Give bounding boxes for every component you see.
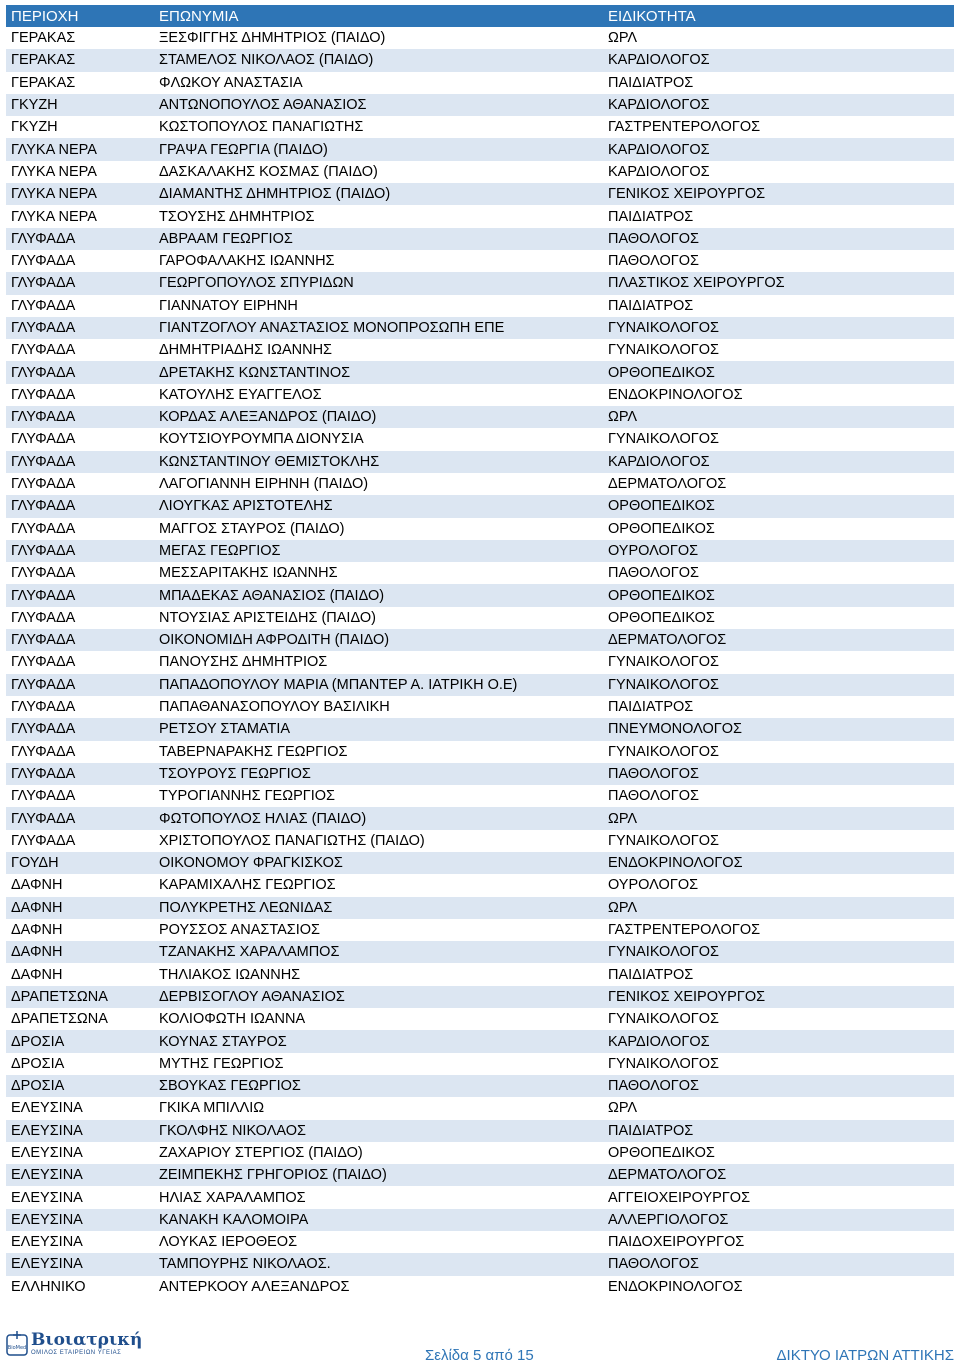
cell-area: ΓΛΥΦΑΔΑ [11, 788, 76, 805]
cell-specialty: ΟΡΘΟΠΕΔΙΚΟΣ [608, 498, 715, 515]
cell-name: ΚΩΣΤΟΠΟΥΛΟΣ ΠΑΝΑΓΙΩΤΗΣ [159, 119, 364, 136]
cell-specialty: ΓΕΝΙΚΟΣ ΧΕΙΡΟΥΡΓΟΣ [608, 988, 766, 1005]
table-row [6, 518, 954, 540]
cell-area: ΔΡΑΠΕΤΣΩΝΑ [11, 988, 108, 1005]
table-row [6, 1209, 954, 1231]
cell-name: ΚΩΝΣΤΑΝΤΙΝΟΥ ΘΕΜΙΣΤΟΚΛΗΣ [159, 453, 380, 470]
cell-area: ΕΛΕΥΣΙΝΑ [11, 1256, 83, 1273]
cell-specialty: ΓΥΝΑΙΚΟΛΟΓΟΣ [608, 431, 719, 448]
cell-name: ΚΑΤΟΥΛΗΣ ΕΥΑΓΓΕΛΟΣ [159, 386, 322, 403]
table-row [6, 562, 954, 584]
cell-specialty: ΕΝΔΟΚΡΙΝΟΛΟΓΟΣ [608, 386, 743, 403]
table-row [6, 183, 954, 205]
cell-name: ΗΛΙΑΣ ΧΑΡΑΛΑΜΠΟΣ [159, 1189, 306, 1206]
table-row [6, 317, 954, 339]
table-row [6, 1186, 954, 1208]
cell-specialty: ΠΑΙΔΙΑΤΡΟΣ [608, 699, 694, 716]
cell-specialty: ΚΑΡΔΙΟΛΟΓΟΣ [608, 453, 710, 470]
table-row [6, 963, 954, 985]
cell-specialty: ΠΑΙΔΙΑΤΡΟΣ [608, 74, 694, 91]
cell-specialty: ΓΥΝΑΙΚΟΛΟΓΟΣ [608, 654, 719, 671]
cell-specialty: ΠΑΙΔΟΧΕΙΡΟΥΡΓΟΣ [608, 1234, 745, 1251]
cell-area: ΕΛΕΥΣΙΝΑ [11, 1211, 83, 1228]
cell-area: ΓΟΥΔΗ [11, 855, 59, 872]
cell-specialty: ΟΥΡΟΛΟΓΟΣ [608, 877, 699, 894]
table-row [6, 1276, 954, 1298]
header-area: ΠΕΡΙΟΧΗ [11, 7, 79, 25]
cell-area: ΓΚΥΖΗ [11, 119, 58, 136]
cell-name: ΚΟΥΝΑΣ ΣΤΑΥΡΟΣ [159, 1033, 287, 1050]
cell-name: ΓΕΩΡΓΟΠΟΥΛΟΣ ΣΠΥΡΙΔΩΝ [159, 275, 354, 292]
cell-name: ΚΑΡΑΜΙΧΑΛΗΣ ΓΕΩΡΓΙΟΣ [159, 877, 336, 894]
table-row [6, 1030, 954, 1052]
cell-name: ΤΑΒΕΡΝΑΡΑΚΗΣ ΓΕΩΡΓΙΟΣ [159, 743, 348, 760]
cell-area: ΓΚΥΖΗ [11, 97, 58, 114]
cell-area: ΓΛΥΦΑΔΑ [11, 320, 76, 336]
cell-area: ΔΡΟΣΙΑ [11, 1055, 65, 1072]
cell-specialty: ΠΑΘΟΛΟΓΟΣ [608, 230, 700, 247]
cell-name: ΑΝΤΕΡΚΟΟΥ ΑΛΕΞΑΝΔΡΟΣ [159, 1278, 350, 1295]
cell-area: ΓΛΥΦΑΔΑ [11, 632, 76, 649]
table-row [6, 986, 954, 1008]
table-header [6, 5, 954, 27]
cell-area: ΓΛΥΦΑΔΑ [11, 542, 76, 559]
cell-specialty: ΠΑΙΔΙΑΤΡΟΣ [608, 1122, 694, 1139]
cell-area: ΓΛΥΦΑΔΑ [11, 476, 76, 493]
cell-name: ΤΖΑΝΑΚΗΣ ΧΑΡΑΛΑΜΠΟΣ [159, 944, 340, 961]
cell-name: ΓΙΑΝΝΑΤΟΥ ΕΙΡΗΝΗ [159, 297, 298, 314]
table-row [6, 629, 954, 651]
cell-area: ΓΛΥΦΑΔΑ [11, 253, 76, 270]
cell-name: ΖΕΙΜΠΕΚΗΣ ΓΡΗΓΟΡΙΟΣ (ΠΑΙΔΟ) [159, 1167, 387, 1184]
table-row [6, 718, 954, 740]
cell-area: ΓΛΥΦΑΔΑ [11, 498, 76, 515]
table-row [6, 852, 954, 874]
cell-area: ΔΑΦΝΗ [11, 899, 63, 916]
cell-area: ΓΛΥΦΑΔΑ [11, 342, 76, 359]
cell-name: ΓΡΑΨΑ ΓΕΩΡΓΙΑ (ΠΑΙΔΟ) [159, 141, 328, 158]
cell-name: ΤΣΟΥΣΗΣ ΔΗΜΗΤΡΙΟΣ [159, 208, 315, 225]
cell-specialty: ΩΡΛ [608, 899, 638, 916]
cell-name: ΡΟΥΣΣΟΣ ΑΝΑΣΤΑΣΙΟΣ [159, 922, 321, 939]
table-row [6, 785, 954, 807]
page-number: Σελίδα 5 από 15 [425, 1347, 534, 1364]
cell-name: ΤΣΟΥΡΟΥΣ ΓΕΩΡΓΙΟΣ [159, 765, 311, 782]
cell-specialty: ΠΝΕΥΜΟΝΟΛΟΓΟΣ [608, 721, 743, 738]
cell-specialty: ΠΑΙΔΙΑΤΡΟΣ [608, 297, 694, 314]
cell-specialty: ΕΝΔΟΚΡΙΝΟΛΟΓΟΣ [608, 1278, 743, 1295]
header-name: ΕΠΩΝΥΜΙΑ [159, 7, 239, 25]
table-row [6, 339, 954, 361]
cell-name: ΛΟΥΚΑΣ ΙΕΡΟΘΕΟΣ [159, 1234, 298, 1251]
table-row [6, 584, 954, 606]
cell-area: ΓΛΥΦΑΔΑ [11, 832, 76, 849]
cell-area: ΓΛΥΦΑΔΑ [11, 431, 76, 448]
cell-name: ΑΝΤΩΝΟΠΟΥΛΟΣ ΑΘΑΝΑΣΙΟΣ [159, 97, 367, 114]
cell-name: ΑΒΡΑΑΜ ΓΕΩΡΓΙΟΣ [159, 230, 293, 247]
table-row [6, 807, 954, 829]
cell-specialty: ΓΕΝΙΚΟΣ ΧΕΙΡΟΥΡΓΟΣ [608, 186, 766, 203]
table-row [6, 696, 954, 718]
table-row [6, 874, 954, 896]
cell-specialty: ΓΑΣΤΡΕΝΤΕΡΟΛΟΓΟΣ [608, 119, 761, 136]
cell-area: ΕΛΕΥΣΙΝΑ [11, 1234, 83, 1251]
cell-area: ΓΛΥΦΑΔΑ [11, 721, 76, 738]
table-row [6, 1120, 954, 1142]
cell-specialty: ΑΓΓΕΙΟΧΕΙΡΟΥΡΓΟΣ [608, 1189, 751, 1206]
logo-subtitle: ΟΜΙΛΟΣ ΕΤΑΙΡΕΙΩΝ ΥΓΕΙΑΣ [31, 1350, 122, 1356]
cell-area: ΕΛΕΥΣΙΝΑ [11, 1100, 83, 1117]
cell-area: ΓΕΡΑΚΑΣ [11, 74, 76, 91]
cell-specialty: ΓΑΣΤΡΕΝΤΕΡΟΛΟΓΟΣ [608, 922, 761, 939]
cell-name: ΟΙΚΟΝΟΜΙΔΗ ΑΦΡΟΔΙΤΗ (ΠΑΙΔΟ) [159, 632, 390, 649]
table-row [6, 116, 954, 138]
table-row [6, 919, 954, 941]
cell-specialty: ΕΝΔΟΚΡΙΝΟΛΟΓΟΣ [608, 855, 743, 872]
cell-name: ΤΗΛΙΑΚΟΣ ΙΩΑΝΝΗΣ [159, 966, 301, 983]
cell-area: ΓΛΥΦΑΔΑ [11, 565, 76, 582]
cell-name: ΧΡΙΣΤΟΠΟΥΛΟΣ ΠΑΝΑΓΙΩΤΗΣ (ΠΑΙΔΟ) [159, 832, 425, 849]
cell-area: ΔΑΦΝΗ [11, 944, 63, 961]
table-row [6, 451, 954, 473]
table-row [6, 295, 954, 317]
cell-specialty: ΠΑΙΔΙΑΤΡΟΣ [608, 208, 694, 225]
table-row [6, 540, 954, 562]
cell-specialty: ΟΥΡΟΛΟΓΟΣ [608, 542, 699, 559]
cell-name: ΛΑΓΟΓΙΑΝΝΗ ΕΙΡΗΝΗ (ΠΑΙΔΟ) [159, 476, 369, 493]
cell-area: ΓΛΥΦΑΔΑ [11, 386, 76, 403]
cell-area: ΔΑΦΝΗ [11, 877, 63, 894]
table-row [6, 607, 954, 629]
cell-area: ΔΑΦΝΗ [11, 966, 63, 983]
doctors-table [6, 5, 954, 1298]
table-row [6, 49, 954, 71]
logo-name: Βιοιατρική [31, 1330, 143, 1350]
cell-area: ΓΛΥΦΑΔΑ [11, 520, 76, 537]
cell-area: ΓΕΡΑΚΑΣ [11, 30, 76, 47]
table-row [6, 741, 954, 763]
cell-name: ΤΑΜΠΟΥΡΗΣ ΝΙΚΟΛΑΟΣ. [159, 1256, 331, 1273]
table-row [6, 1008, 954, 1030]
cell-specialty: ΠΑΘΟΛΟΓΟΣ [608, 1256, 700, 1273]
cell-name: ΜΕΣΣΑΡΙΤΑΚΗΣ ΙΩΑΝΝΗΣ [159, 565, 338, 582]
cell-specialty: ΚΑΡΔΙΟΛΟΓΟΣ [608, 97, 710, 114]
cell-name: ΟΙΚΟΝΟΜΟΥ ΦΡΑΓΚΙΣΚΟΣ [159, 855, 343, 872]
table-row [6, 138, 954, 160]
table-row [6, 473, 954, 495]
cell-name: ΠΑΠΑΘΑΝΑΣΟΠΟΥΛΟΥ ΒΑΣΙΛΙΚΗ [159, 699, 390, 716]
cell-specialty: ΚΑΡΔΙΟΛΟΓΟΣ [608, 1033, 710, 1050]
table-row [6, 361, 954, 383]
cell-specialty: ΑΛΛΕΡΓΙΟΛΟΓΟΣ [608, 1211, 729, 1228]
cell-specialty: ΠΑΙΔΙΑΤΡΟΣ [608, 966, 694, 983]
table-row [6, 161, 954, 183]
cell-area: ΓΛΥΦΑΔΑ [11, 609, 76, 626]
cell-specialty: ΓΥΝΑΙΚΟΛΟΓΟΣ [608, 342, 719, 359]
cell-name: ΜΑΓΓΟΣ ΣΤΑΥΡΟΣ (ΠΑΙΔΟ) [159, 520, 345, 537]
table-row [6, 1253, 954, 1275]
cell-specialty: ΚΑΡΔΙΟΛΟΓΟΣ [608, 163, 710, 180]
cell-specialty: ΓΥΝΑΙΚΟΛΟΓΟΣ [608, 1011, 719, 1028]
cell-area: ΓΛΥΚΑ ΝΕΡΑ [11, 141, 97, 158]
table-row [6, 272, 954, 294]
cell-name: ΦΩΤΟΠΟΥΛΟΣ ΗΛΙΑΣ (ΠΑΙΔΟ) [159, 810, 367, 827]
bioiatriki-logo [6, 1329, 142, 1359]
cell-specialty: ΔΕΡΜΑΤΟΛΟΓΟΣ [608, 632, 727, 649]
table-row [6, 830, 954, 852]
cell-name: ΝΤΟΥΣΙΑΣ ΑΡΙΣΤΕΙΔΗΣ (ΠΑΙΔΟ) [159, 609, 376, 626]
cell-name: ΜΥΤΗΣ ΓΕΩΡΓΙΟΣ [159, 1055, 284, 1072]
cell-area: ΓΛΥΦΑΔΑ [11, 297, 76, 314]
cell-name: ΓΚΙΚΑ ΜΠΙΛΛΙΩ [159, 1100, 265, 1117]
table-row [6, 674, 954, 696]
cell-name: ΓΑΡΟΦΑΛΑΚΗΣ ΙΩΑΝΝΗΣ [159, 253, 335, 270]
cell-area: ΓΛΥΦΑΔΑ [11, 409, 76, 426]
table-row [6, 651, 954, 673]
cell-name: ΚΟΥΤΣΙΟΥΡΟΥΜΠΑ ΔΙΟΝΥΣΙΑ [159, 431, 364, 448]
cell-area: ΓΛΥΦΑΔΑ [11, 364, 76, 381]
cell-area: ΕΛΛΗΝΙΚΟ [11, 1278, 86, 1295]
cell-name: ΡΕΤΣΟΥ ΣΤΑΜΑΤΙΑ [159, 721, 291, 738]
cell-area: ΓΛΥΦΑΔΑ [11, 230, 76, 247]
cell-specialty: ΩΡΛ [608, 810, 638, 827]
cell-area: ΔΡΟΣΙΑ [11, 1078, 65, 1095]
cell-area: ΔΡΟΣΙΑ [11, 1033, 65, 1050]
table-row [6, 1231, 954, 1253]
table-row [6, 27, 954, 49]
table-row [6, 428, 954, 450]
cell-area: ΓΕΡΑΚΑΣ [11, 52, 76, 69]
table-row [6, 1164, 954, 1186]
cell-specialty: ΩΡΛ [608, 409, 638, 426]
cell-specialty: ΟΡΘΟΠΕΔΙΚΟΣ [608, 364, 715, 381]
cell-specialty: ΠΑΘΟΛΟΓΟΣ [608, 788, 700, 805]
cell-name: ΓΚΟΛΦΗΣ ΝΙΚΟΛΑΟΣ [159, 1122, 306, 1139]
table-body [6, 27, 954, 1298]
table-row [6, 1142, 954, 1164]
cell-specialty: ΠΑΘΟΛΟΓΟΣ [608, 765, 700, 782]
cell-area: ΕΛΕΥΣΙΝΑ [11, 1189, 83, 1206]
table-row [6, 495, 954, 517]
cell-area: ΓΛΥΚΑ ΝΕΡΑ [11, 186, 97, 203]
cell-specialty: ΔΕΡΜΑΤΟΛΟΓΟΣ [608, 1167, 727, 1184]
cell-name: ΣΒΟΥΚΑΣ ΓΕΩΡΓΙΟΣ [159, 1078, 301, 1095]
table-row [6, 228, 954, 250]
cell-specialty: ΟΡΘΟΠΕΔΙΚΟΣ [608, 587, 715, 604]
cell-name: ΣΤΑΜΕΛΟΣ ΝΙΚΟΛΑΟΣ (ΠΑΙΔΟ) [159, 52, 374, 69]
cell-specialty: ΟΡΘΟΠΕΔΙΚΟΣ [608, 609, 715, 626]
cell-name: ΜΕΓΑΣ ΓΕΩΡΓΙΟΣ [159, 542, 281, 559]
cell-area: ΓΛΥΚΑ ΝΕΡΑ [11, 208, 97, 225]
cell-name: ΤΥΡΟΓΙΑΝΝΗΣ ΓΕΩΡΓΙΟΣ [159, 788, 335, 805]
cell-specialty: ΠΑΘΟΛΟΓΟΣ [608, 565, 700, 582]
cell-specialty: ΚΑΡΔΙΟΛΟΓΟΣ [608, 141, 710, 158]
table-row [6, 763, 954, 785]
svg-text:BioMed: BioMed [7, 1345, 27, 1351]
page-footer [0, 1325, 960, 1371]
cell-name: ΚΟΛΙΟΦΩΤΗ ΙΩΑΝΝΑ [159, 1011, 306, 1028]
cell-area: ΕΛΕΥΣΙΝΑ [11, 1167, 83, 1184]
cell-name: ΔΑΣΚΑΛΑΚΗΣ ΚΟΣΜΑΣ (ΠΑΙΔΟ) [159, 163, 378, 180]
cell-area: ΕΛΕΥΣΙΝΑ [11, 1122, 83, 1139]
cell-specialty: ΠΑΘΟΛΟΓΟΣ [608, 253, 700, 270]
table-row [6, 94, 954, 116]
cell-area: ΓΛΥΦΑΔΑ [11, 743, 76, 760]
cell-name: ΛΙΟΥΓΚΑΣ ΑΡΙΣΤΟΤΕΛΗΣ [159, 498, 333, 515]
cell-specialty: ΟΡΘΟΠΕΔΙΚΟΣ [608, 1144, 715, 1161]
cell-name: ΔΙΑΜΑΝΤΗΣ ΔΗΜΗΤΡΙΟΣ (ΠΑΙΔΟ) [159, 186, 391, 203]
cell-area: ΔΡΑΠΕΤΣΩΝΑ [11, 1011, 108, 1028]
table-row [6, 897, 954, 919]
cell-name: ΠΟΛΥΚΡΕΤΗΣ ΛΕΩΝΙΔΑΣ [159, 899, 333, 916]
cell-name: ΖΑΧΑΡΙΟΥ ΣΤΕΡΓΙΟΣ (ΠΑΙΔΟ) [159, 1144, 363, 1161]
cell-area: ΓΛΥΚΑ ΝΕΡΑ [11, 163, 97, 180]
table-row [6, 384, 954, 406]
table-row [6, 1053, 954, 1075]
cell-area: ΓΛΥΦΑΔΑ [11, 676, 76, 693]
cell-specialty: ΓΥΝΑΙΚΟΛΟΓΟΣ [608, 944, 719, 961]
cell-specialty: ΩΡΛ [608, 30, 638, 47]
cell-area: ΓΛΥΦΑΔΑ [11, 275, 76, 292]
cell-name: ΜΠΑΔΕΚΑΣ ΑΘΑΝΑΣΙΟΣ (ΠΑΙΔΟ) [159, 587, 385, 604]
cell-name: ΠΑΠΑΔΟΠΟΥΛΟΥ ΜΑΡΙΑ (ΜΠΑΝΤΕΡ Α. ΙΑΤΡΙΚΗ Ο.Ε) [159, 676, 518, 693]
cell-name: ΔΕΡΒΙΣΟΓΛΟΥ ΑΘΑΝΑΣΙΟΣ [159, 988, 345, 1005]
network-title: ΔΙΚΤΥΟ ΙΑΤΡΩΝ ΑΤΤΙΚΗΣ [776, 1347, 954, 1364]
cell-name: ΓΙΑΝΤΖΟΓΛΟΥ ΑΝΑΣΤΑΣΙΟΣ ΜΟΝΟΠΡΟΣΩΠΗ ΕΠΕ [159, 320, 505, 336]
cell-area: ΓΛΥΦΑΔΑ [11, 453, 76, 470]
cell-name: ΦΛΩΚΟΥ ΑΝΑΣΤΑΣΙΑ [159, 74, 303, 91]
cell-name: ΚΑΝΑΚΗ ΚΑΛΟΜΟΙΡΑ [159, 1211, 309, 1228]
table-row [6, 1075, 954, 1097]
table-row [6, 205, 954, 227]
header-specialty: ΕΙΔΙΚΟΤΗΤΑ [608, 7, 696, 25]
cell-area: ΓΛΥΦΑΔΑ [11, 810, 76, 827]
cell-specialty: ΓΥΝΑΙΚΟΛΟΓΟΣ [608, 320, 719, 336]
cell-area: ΓΛΥΦΑΔΑ [11, 654, 76, 671]
cell-area: ΓΛΥΦΑΔΑ [11, 587, 76, 604]
cell-area: ΓΛΥΦΑΔΑ [11, 765, 76, 782]
cell-name: ΠΑΝΟΥΣΗΣ ΔΗΜΗΤΡΙΟΣ [159, 654, 328, 671]
table-row [6, 1097, 954, 1119]
cell-area: ΕΛΕΥΣΙΝΑ [11, 1144, 83, 1161]
table-row [6, 941, 954, 963]
cell-specialty: ΓΥΝΑΙΚΟΛΟΓΟΣ [608, 676, 719, 693]
table-row [6, 406, 954, 428]
cell-specialty: ΠΛΑΣΤΙΚΟΣ ΧΕΙΡΟΥΡΓΟΣ [608, 275, 785, 292]
logo-mark-icon [6, 1329, 28, 1359]
cell-specialty: ΚΑΡΔΙΟΛΟΓΟΣ [608, 52, 710, 69]
cell-specialty: ΩΡΛ [608, 1100, 638, 1117]
cell-specialty: ΟΡΘΟΠΕΔΙΚΟΣ [608, 520, 715, 537]
cell-name: ΔΡΕΤΑΚΗΣ ΚΩΝΣΤΑΝΤΙΝΟΣ [159, 364, 351, 381]
cell-specialty: ΔΕΡΜΑΤΟΛΟΓΟΣ [608, 476, 727, 493]
table-row [6, 250, 954, 272]
cell-name: ΔΗΜΗΤΡΙΑΔΗΣ ΙΩΑΝΝΗΣ [159, 342, 333, 359]
table-row [6, 72, 954, 94]
cell-name: ΞΕΣΦΙΓΓΗΣ ΔΗΜΗΤΡΙΟΣ (ΠΑΙΔΟ) [159, 30, 386, 47]
cell-specialty: ΓΥΝΑΙΚΟΛΟΓΟΣ [608, 832, 719, 849]
cell-specialty: ΓΥΝΑΙΚΟΛΟΓΟΣ [608, 1055, 719, 1072]
cell-name: ΚΟΡΔΑΣ ΑΛΕΞΑΝΔΡΟΣ (ΠΑΙΔΟ) [159, 409, 377, 426]
cell-area: ΔΑΦΝΗ [11, 922, 63, 939]
cell-specialty: ΓΥΝΑΙΚΟΛΟΓΟΣ [608, 743, 719, 760]
cell-specialty: ΠΑΘΟΛΟΓΟΣ [608, 1078, 700, 1095]
cell-area: ΓΛΥΦΑΔΑ [11, 699, 76, 716]
